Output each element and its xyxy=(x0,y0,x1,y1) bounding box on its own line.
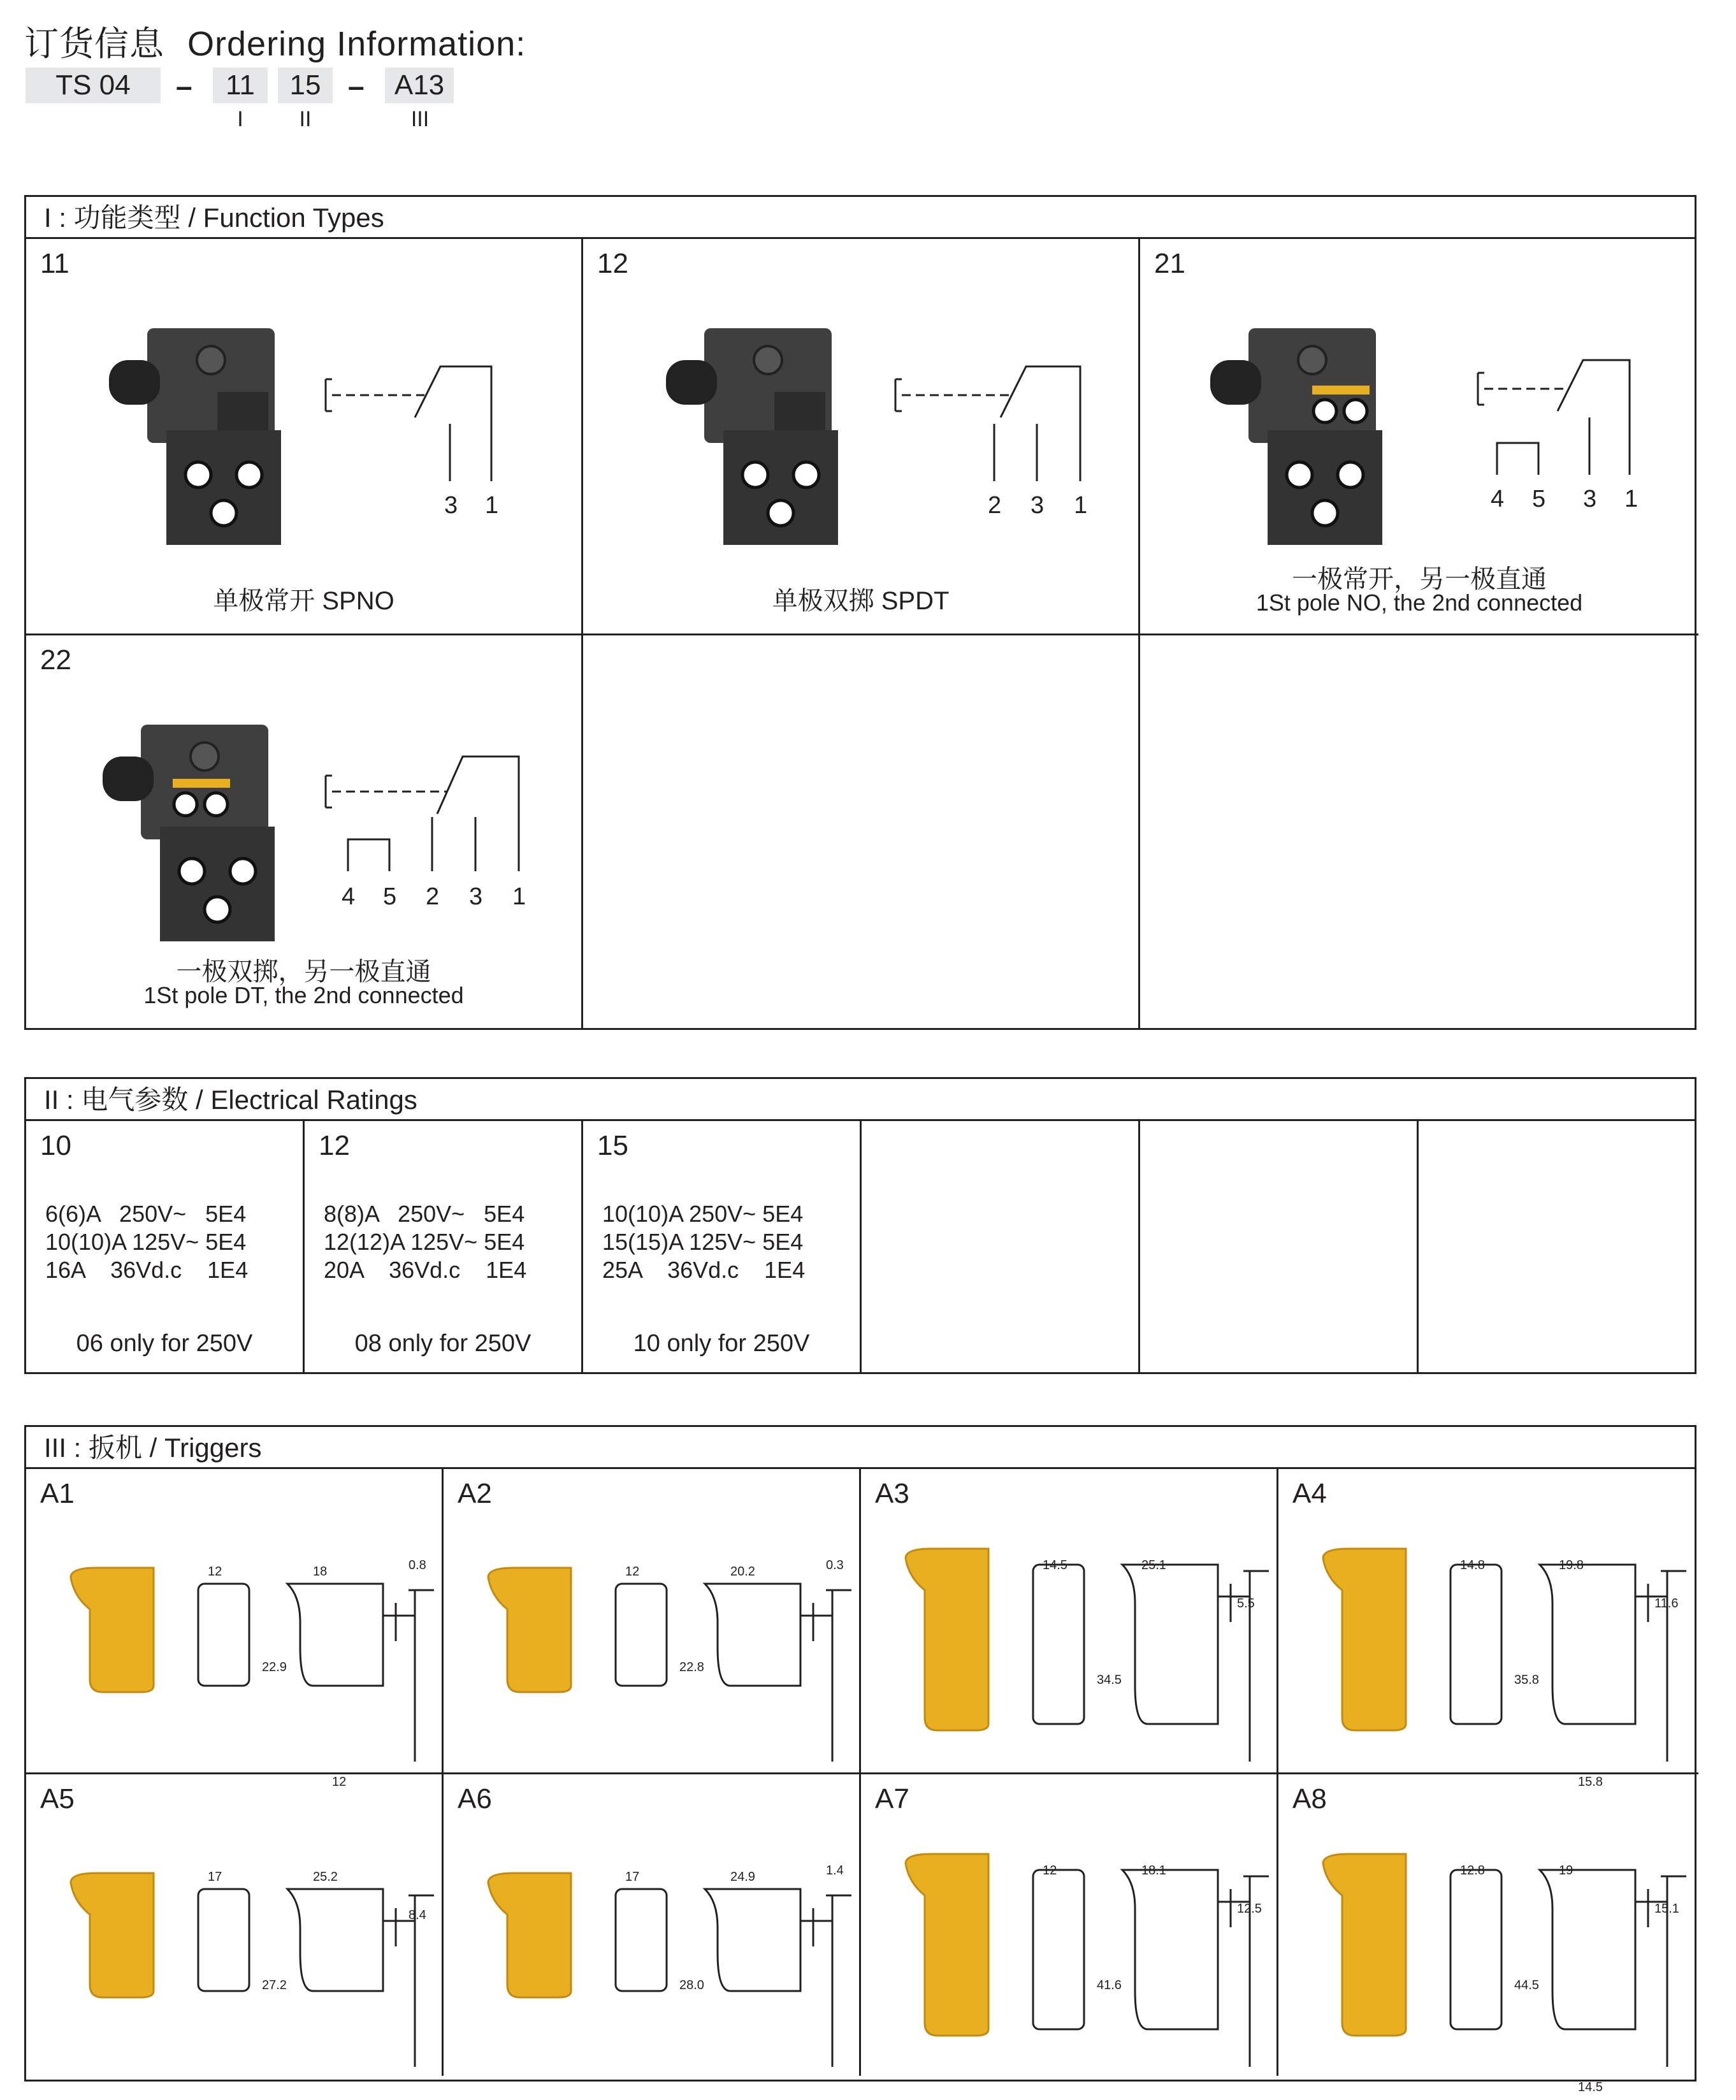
code-part-3: A13 xyxy=(385,68,454,103)
dimension-label: 19 xyxy=(1559,1864,1573,1878)
terminal-label: 3 xyxy=(1031,492,1045,519)
rating-cell-10 xyxy=(26,1121,305,1372)
rating-code: 15 xyxy=(597,1130,628,1161)
trigger-cell xyxy=(1278,1469,1698,1789)
code-part-2: 15 xyxy=(278,68,333,103)
trigger-code: A8 xyxy=(1292,1783,1327,1814)
terminal-label: 1 xyxy=(512,883,526,910)
rating-line: 20A 36Vd.c 1E4 xyxy=(324,1257,527,1283)
switch-image xyxy=(96,322,338,551)
dimension-label: 1.4 xyxy=(826,1864,844,1878)
rating-code: 10 xyxy=(40,1130,71,1161)
dimension-label: 12 xyxy=(1043,1864,1057,1878)
dimension-label: 14.8 xyxy=(1460,1558,1485,1572)
terminal-label: 2 xyxy=(988,492,1002,519)
rating-note: 08 only for 250V xyxy=(354,1330,532,1357)
roman-3: III xyxy=(410,107,430,131)
trigger-code: A7 xyxy=(875,1783,909,1814)
trigger-code: A6 xyxy=(458,1783,492,1814)
title-en: Ordering Information: xyxy=(187,25,526,63)
terminal-label: 1 xyxy=(1624,486,1638,512)
trigger-code: A5 xyxy=(40,1783,75,1814)
switch-image xyxy=(90,718,332,948)
roman-2: II xyxy=(299,107,312,131)
title-cn: 订货信息 xyxy=(24,25,164,63)
dimension-label: 11.6 xyxy=(1654,1597,1679,1611)
rating-cell-12 xyxy=(305,1121,583,1372)
function-cell-12 xyxy=(583,239,1140,635)
dimension-label: 0.8 xyxy=(409,1558,426,1572)
dimension-label: 8.4 xyxy=(409,1908,426,1922)
dimension-label: 14.5 xyxy=(1043,1558,1067,1572)
dimension-label: 12 xyxy=(208,1565,222,1579)
circuit-diagram xyxy=(889,354,1106,545)
rating-line: 10(10)A 250V~ 5E4 xyxy=(602,1201,804,1227)
rating-line: 16A 36Vd.c 1E4 xyxy=(45,1257,249,1283)
function-types-section xyxy=(24,195,1696,1030)
function-cell-21 xyxy=(1140,239,1698,635)
trigger-drawing xyxy=(1278,1774,1692,2073)
function-caption-en: 1St pole NO, the 2nd connected xyxy=(1255,590,1583,616)
rating-line: 15(15)A 125V~ 5E4 xyxy=(602,1229,804,1255)
trigger-code: A3 xyxy=(875,1478,909,1509)
trigger-code: A1 xyxy=(40,1478,75,1509)
trigger-drawing xyxy=(26,1774,437,2073)
terminal-label: 3 xyxy=(469,883,483,910)
rating-line: 25A 36Vd.c 1E4 xyxy=(602,1257,806,1283)
trigger-drawing xyxy=(26,1469,437,1768)
dimension-label: 5.5 xyxy=(1237,1597,1255,1611)
rating-cell-empty xyxy=(1419,1121,1698,1372)
function-code: 21 xyxy=(1154,248,1185,279)
rating-line: 10(10)A 125V~ 5E4 xyxy=(45,1229,247,1255)
function-cell-22 xyxy=(26,635,583,1028)
dimension-label: 12.8 xyxy=(1460,1864,1485,1878)
dimension-label: 41.6 xyxy=(1097,1978,1122,1992)
circuit-diagram xyxy=(319,354,523,545)
trigger-cell xyxy=(1278,1774,1698,2094)
rating-line: 12(12)A 125V~ 5E4 xyxy=(324,1229,525,1255)
function-caption: 单极常开 SPNO xyxy=(213,587,394,615)
trigger-cell xyxy=(444,1469,861,1774)
dimension-label: 44.5 xyxy=(1514,1978,1539,1992)
function-cell-11 xyxy=(26,239,583,635)
triggers-section xyxy=(24,1425,1696,2094)
terminal-label: 3 xyxy=(1583,486,1597,512)
function-cell-empty xyxy=(1140,635,1698,1028)
rating-cell-empty xyxy=(1140,1121,1419,1372)
code-series: TS 04 xyxy=(25,68,161,103)
dimension-label: 27.2 xyxy=(262,1978,287,1992)
rating-cell-15 xyxy=(583,1121,862,1372)
function-caption-cn: 一极双掷，另一极直通 xyxy=(176,958,431,986)
dimension-label: 22.9 xyxy=(262,1660,287,1674)
trigger-drawing xyxy=(1278,1469,1692,1768)
dimension-label: 17 xyxy=(625,1870,640,1884)
trigger-drawing xyxy=(861,1774,1272,2073)
dimension-label: 25.2 xyxy=(313,1870,338,1884)
dimension-label: 18 xyxy=(313,1565,328,1579)
dimension-label: 12 xyxy=(332,1775,347,1789)
function-caption: 单极双掷 SPDT xyxy=(772,587,950,615)
trigger-drawing xyxy=(444,1774,855,2073)
rating-cell-empty xyxy=(862,1121,1140,1372)
trigger-code: A2 xyxy=(458,1478,492,1509)
dimension-label: 15.1 xyxy=(1654,1902,1679,1916)
code-part-1: 11 xyxy=(213,68,268,103)
dimension-label: 34.5 xyxy=(1097,1673,1122,1687)
dimension-label: 15.8 xyxy=(1578,1775,1603,1789)
dimension-label: 24.9 xyxy=(730,1870,755,1884)
rating-code: 12 xyxy=(319,1130,350,1161)
function-code: 11 xyxy=(40,248,69,279)
page-title xyxy=(24,17,526,66)
rating-note: 06 only for 250V xyxy=(76,1330,253,1357)
section-title: I : 功能类型 / Function Types xyxy=(26,197,1695,239)
terminal-label: 5 xyxy=(383,883,397,910)
trigger-cell xyxy=(861,1774,1278,2076)
terminal-label: 4 xyxy=(1491,486,1505,512)
terminal-label: 1 xyxy=(1074,492,1088,519)
trigger-drawing xyxy=(444,1469,855,1768)
section-title: III : 扳机 / Triggers xyxy=(26,1427,1695,1469)
terminal-label: 3 xyxy=(444,492,458,519)
dimension-label: 20.2 xyxy=(730,1565,755,1579)
trigger-drawing xyxy=(861,1469,1272,1768)
trigger-cell xyxy=(26,1774,444,2076)
function-caption-cn: 一极常开，另一极直通 xyxy=(1292,565,1547,593)
rating-note: 10 only for 250V xyxy=(633,1330,810,1357)
trigger-cell xyxy=(444,1774,861,2076)
trigger-cell xyxy=(26,1469,444,1789)
rating-line: 6(6)A 250V~ 5E4 xyxy=(45,1201,247,1227)
terminal-label: 5 xyxy=(1532,486,1546,512)
terminal-label: 1 xyxy=(485,492,499,519)
section-title: II : 电气参数 / Electrical Ratings xyxy=(26,1079,1695,1121)
function-code: 22 xyxy=(40,644,71,676)
function-caption-en: 1St pole DT, the 2nd connected xyxy=(143,982,464,1008)
dimension-label: 18.1 xyxy=(1141,1864,1166,1878)
function-cell-empty xyxy=(583,635,1140,1028)
dimension-label: 22.8 xyxy=(679,1660,704,1674)
function-code: 12 xyxy=(597,248,628,279)
terminal-label: 4 xyxy=(342,883,356,910)
rating-line: 8(8)A 250V~ 5E4 xyxy=(324,1201,525,1227)
code-dash-2: – xyxy=(348,69,365,103)
circuit-diagram xyxy=(1472,347,1688,545)
dimension-label: 25.1 xyxy=(1141,1558,1166,1572)
dimension-label: 12 xyxy=(625,1565,640,1579)
dimension-label: 19.8 xyxy=(1559,1558,1584,1572)
dimension-label: 0.3 xyxy=(826,1558,844,1572)
dimension-label: 17 xyxy=(208,1870,222,1884)
circuit-diagram xyxy=(319,737,561,935)
electrical-ratings-section xyxy=(24,1077,1696,1374)
dimension-label: 35.8 xyxy=(1514,1673,1539,1687)
trigger-cell xyxy=(861,1469,1278,1774)
dimension-label: 14.5 xyxy=(1578,2080,1603,2094)
roman-1: I xyxy=(237,107,243,131)
terminal-label: 2 xyxy=(426,883,440,910)
switch-image xyxy=(653,322,895,551)
trigger-code: A4 xyxy=(1292,1478,1327,1509)
switch-image xyxy=(1197,322,1440,551)
dimension-label: 28.0 xyxy=(679,1978,704,1992)
code-dash-1: – xyxy=(176,69,192,103)
dimension-label: 12.5 xyxy=(1237,1902,1262,1916)
